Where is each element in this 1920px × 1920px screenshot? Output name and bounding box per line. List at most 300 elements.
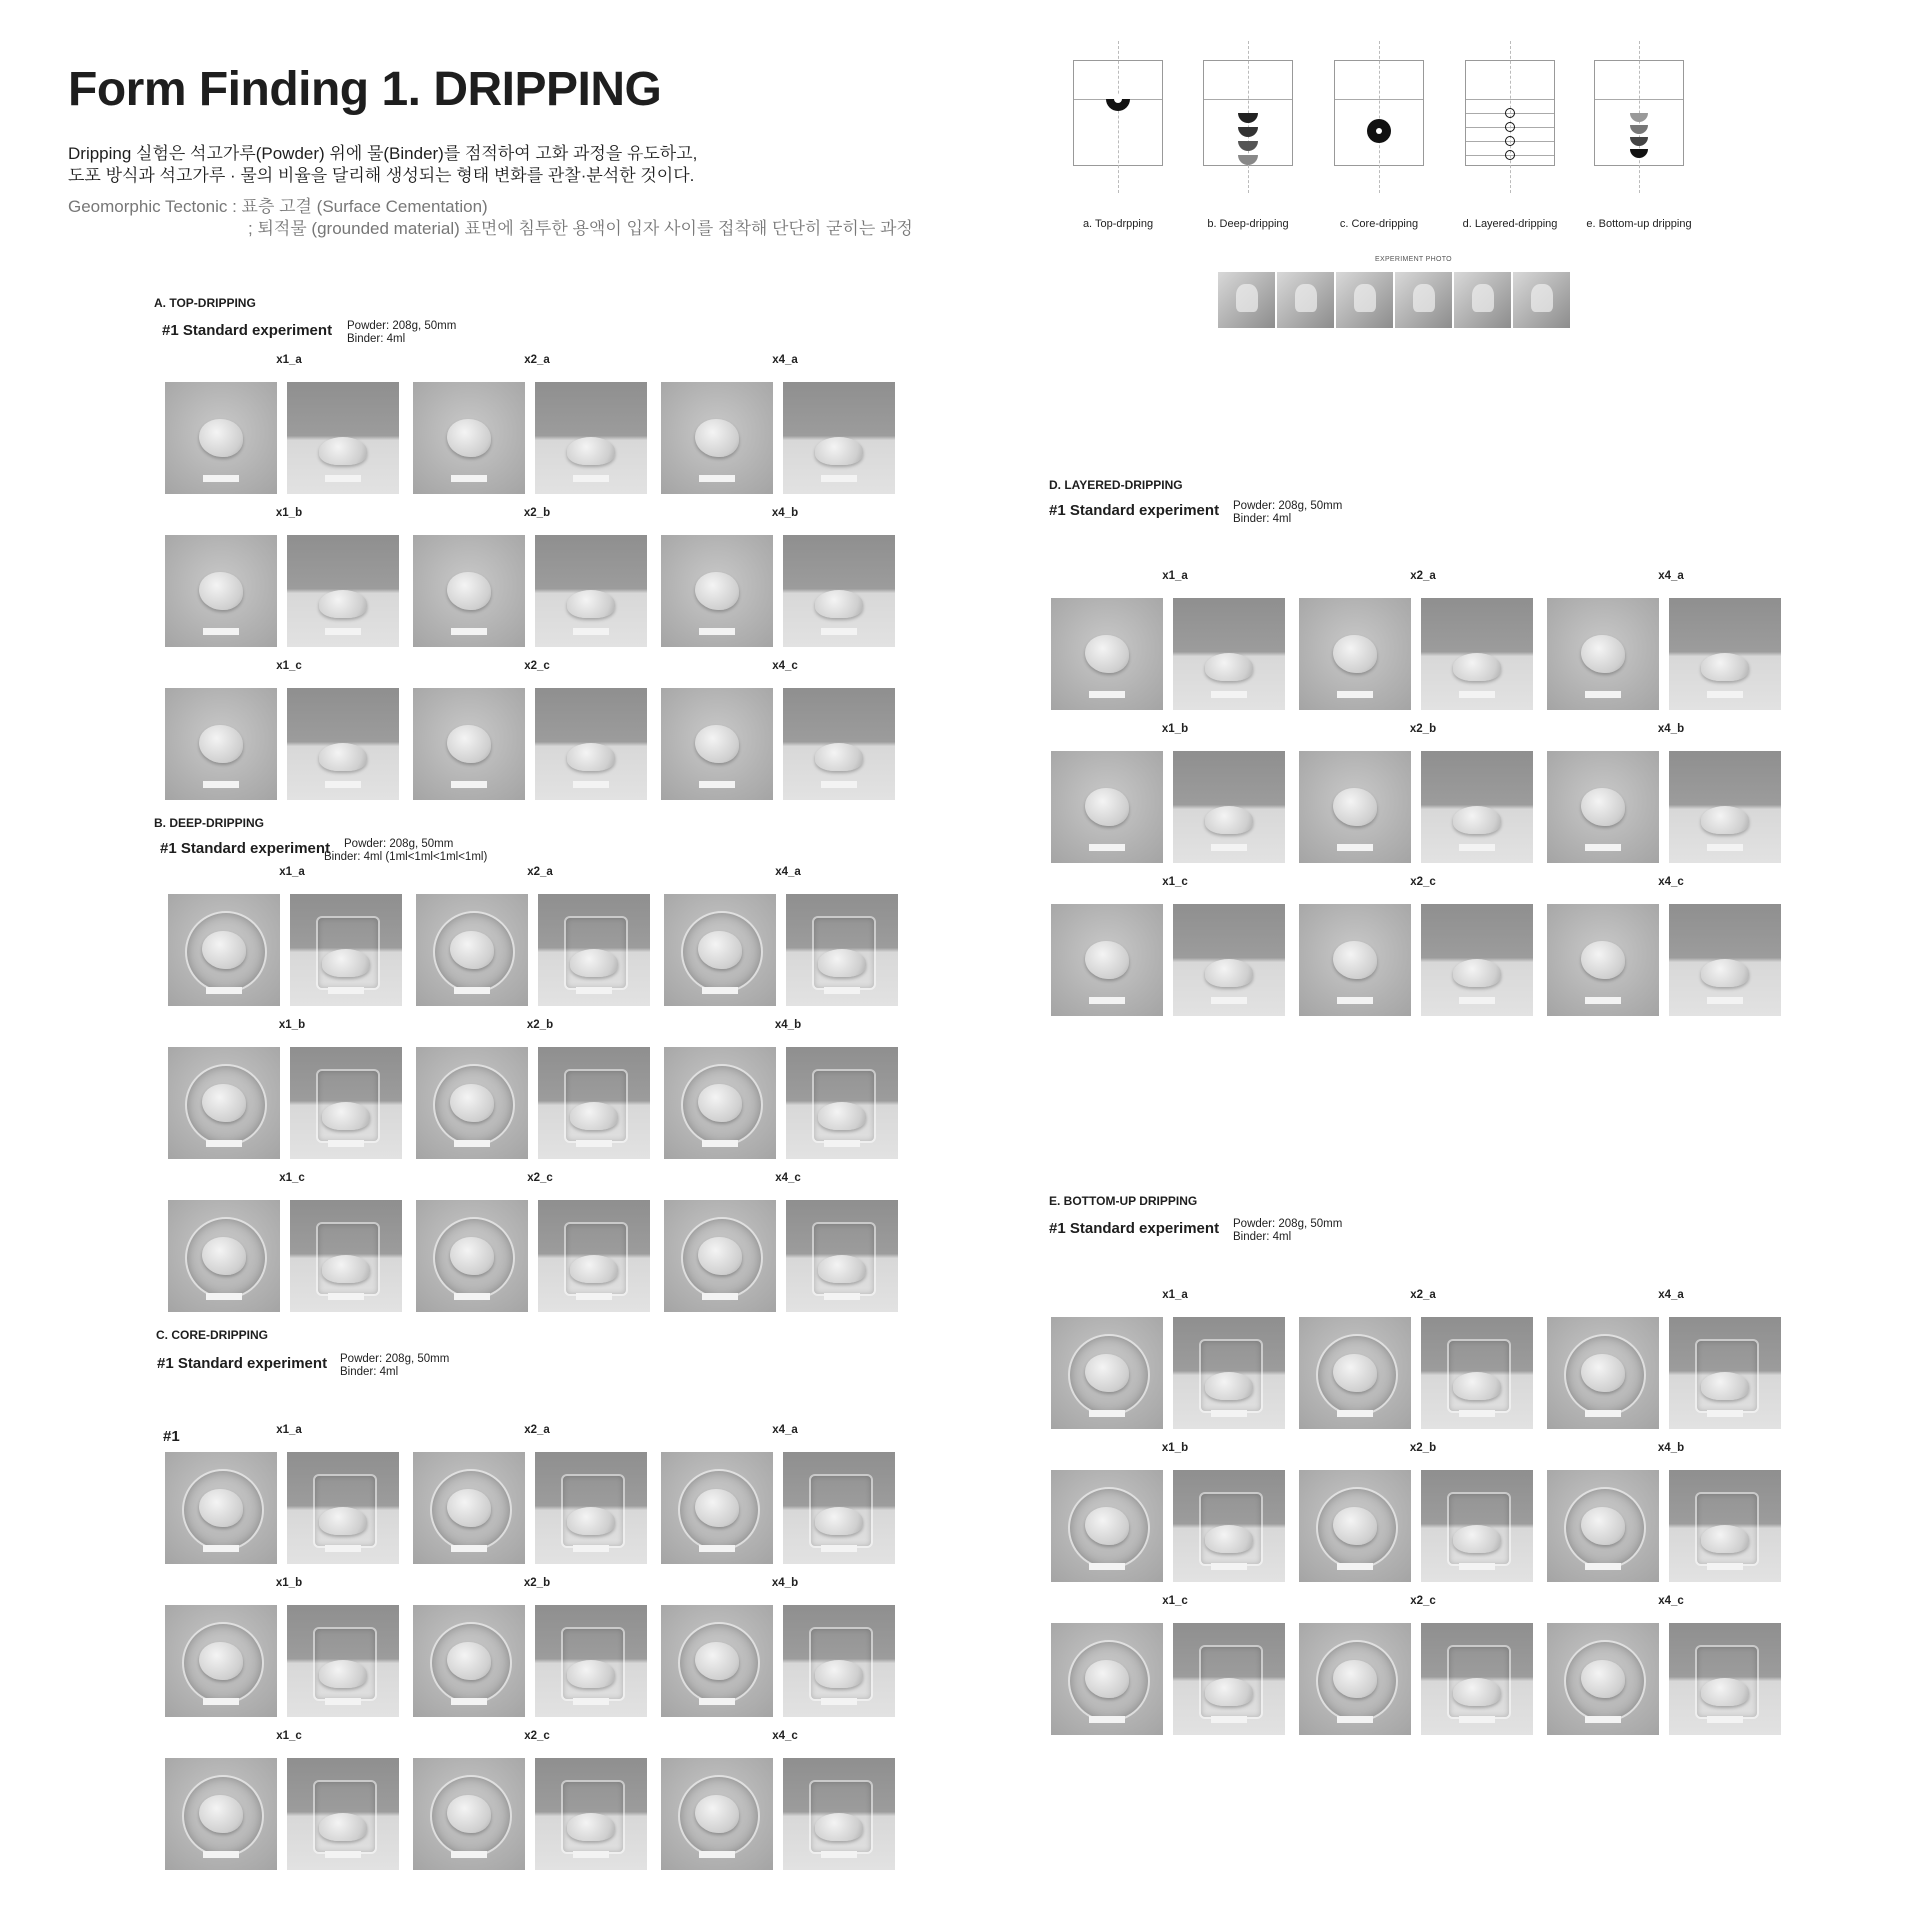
specimen-tag: [576, 1293, 612, 1300]
specimen-tag: [821, 1851, 857, 1858]
plaster-specimen: [567, 590, 615, 618]
sample-label: x1_a: [279, 866, 305, 878]
specimen-tag: [1459, 1410, 1495, 1417]
specimen-tag: [699, 628, 735, 635]
sample-label: x2_b: [1409, 1442, 1437, 1454]
top-view-photo: [416, 1200, 528, 1312]
sample-label: x4_a: [1658, 1289, 1684, 1301]
plaster-specimen: [1581, 635, 1625, 673]
side-view-photo: [290, 1047, 402, 1159]
side-view-photo: [1421, 1470, 1533, 1582]
plaster-specimen: [1453, 1678, 1501, 1706]
specimen-tag: [821, 475, 857, 482]
photo-row: [1051, 904, 1795, 1016]
plaster-specimen: [322, 1255, 370, 1283]
sample-label: x1_a: [1162, 1289, 1188, 1301]
plaster-specimen: [815, 1660, 863, 1688]
specimen-tag: [203, 1545, 239, 1552]
sample-label: x2_b: [523, 507, 551, 519]
sample-label: x1_c: [276, 1730, 302, 1742]
sample-label: x2_a: [524, 354, 550, 366]
plaster-specimen: [1701, 653, 1749, 681]
plaster-specimen: [1085, 635, 1129, 673]
plaster-specimen: [1701, 806, 1749, 834]
photo-pair: [1299, 751, 1537, 863]
photo-pair: [661, 382, 899, 494]
photo-pair: [1299, 1317, 1537, 1429]
specimen-tag: [203, 628, 239, 635]
sample-label: x2_a: [524, 1424, 550, 1436]
sample-label: x2_b: [526, 1019, 554, 1031]
specimen-tag: [1459, 1716, 1495, 1723]
plaster-specimen: [1333, 1507, 1377, 1545]
plaster-specimen: [1205, 806, 1253, 834]
sample-label: x1_b: [278, 1019, 306, 1031]
photo-pair: [1299, 1623, 1537, 1735]
top-view-photo: [1051, 598, 1163, 710]
plaster-specimen: [199, 1489, 243, 1527]
sample-label: x4_c: [772, 660, 798, 672]
plaster-specimen: [1333, 1354, 1377, 1392]
sample-label: x4_b: [1657, 1442, 1685, 1454]
plaster-specimen: [319, 1660, 367, 1688]
specimen-tag: [325, 1545, 361, 1552]
specimen-tag: [1459, 691, 1495, 698]
specimen-tag: [1211, 997, 1247, 1004]
side-view-photo: [535, 1758, 647, 1870]
section-d-title: D. LAYERED-DRIPPING: [1049, 478, 1183, 492]
experiment-photo: [1454, 272, 1511, 328]
side-view-photo: [287, 688, 399, 800]
photo-pair: [413, 382, 651, 494]
top-view-photo: [165, 382, 277, 494]
sample-label: x4_a: [772, 354, 798, 366]
specimen-tag: [1337, 1716, 1373, 1723]
top-view-photo: [165, 535, 277, 647]
top-view-photo: [416, 894, 528, 1006]
top-view-photo: [1547, 1470, 1659, 1582]
top-view-photo: [165, 688, 277, 800]
specimen-tag: [451, 475, 487, 482]
section-b-photo-grid: [168, 866, 912, 1325]
sample-label: x2_a: [1410, 570, 1436, 582]
plaster-specimen: [567, 743, 615, 771]
top-view-photo: [1547, 751, 1659, 863]
plaster-specimen: [815, 437, 863, 465]
photo-pair: [1051, 1317, 1289, 1429]
plaster-specimen: [567, 1813, 615, 1841]
side-view-photo: [1669, 904, 1781, 1016]
sample-label: x1_c: [279, 1172, 305, 1184]
side-view-photo: [786, 1047, 898, 1159]
photo-pair: [413, 1758, 651, 1870]
section-c-params: [340, 1353, 449, 1379]
top-view-photo: [413, 382, 525, 494]
plaster-specimen: [1205, 959, 1253, 987]
plaster-specimen: [695, 1489, 739, 1527]
plaster-specimen: [447, 1795, 491, 1833]
plaster-specimen: [319, 1507, 367, 1535]
top-view-photo: [1299, 598, 1411, 710]
specimen-tag: [699, 1851, 735, 1858]
specimen-tag: [1211, 1563, 1247, 1570]
section-e-powder: Powder: 208g, 50mm: [1233, 1218, 1343, 1230]
bottom-up-drip-symbol: [1595, 61, 1683, 165]
side-view-photo: [1173, 904, 1285, 1016]
photo-pair: [416, 1200, 654, 1312]
photo-row: [168, 1200, 912, 1312]
top-view-photo: [1051, 1470, 1163, 1582]
plaster-specimen: [1581, 788, 1625, 826]
sample-label-row: [165, 507, 909, 522]
photo-row: [1051, 598, 1795, 710]
photo-row: [165, 1452, 909, 1564]
top-view-photo: [1299, 1470, 1411, 1582]
photo-pair: [1051, 904, 1289, 1016]
specimen-tag: [1211, 691, 1247, 698]
photo-pair: [661, 1605, 899, 1717]
photo-pair: [413, 1452, 651, 1564]
section-c-photo-grid: [165, 1424, 909, 1883]
photo-pair: [165, 382, 403, 494]
specimen-tag: [821, 1545, 857, 1552]
photo-pair: [168, 1200, 406, 1312]
side-view-photo: [1421, 1317, 1533, 1429]
sample-label-row: [1051, 1595, 1795, 1610]
photo-pair: [1051, 751, 1289, 863]
intro-line-1: Dripping 실험은 석고가루(Powder) 위에 물(Binder)를 점적하여 고화 과정을 유도하고,: [68, 144, 698, 163]
plaster-specimen: [570, 1255, 618, 1283]
plaster-specimen: [447, 572, 491, 610]
specimen-tag: [1211, 844, 1247, 851]
specimen-tag: [325, 475, 361, 482]
sample-label: x2_c: [527, 1172, 553, 1184]
side-view-photo: [783, 688, 895, 800]
photo-pair: [661, 1452, 899, 1564]
sample-label: x4_c: [1658, 876, 1684, 888]
sample-label-row: [165, 1577, 909, 1592]
sample-label-row: [165, 354, 909, 369]
specimen-tag: [576, 987, 612, 994]
section-c-title: C. CORE-DRIPPING: [156, 1328, 269, 1342]
diagram-layered-dripping: [1462, 60, 1558, 230]
plaster-specimen: [570, 949, 618, 977]
diagram-deep-dripping: [1203, 60, 1295, 230]
photo-pair: [168, 894, 406, 1006]
photo-pair: [413, 1605, 651, 1717]
specimen-tag: [328, 1140, 364, 1147]
specimen-tag: [821, 781, 857, 788]
plaster-specimen: [1333, 788, 1377, 826]
sample-label: x4_b: [774, 1019, 802, 1031]
top-view-photo: [664, 894, 776, 1006]
section-c-powder: Powder: 208g, 50mm: [340, 1353, 450, 1365]
plaster-specimen: [567, 1507, 615, 1535]
experiment-photo: [1513, 272, 1570, 328]
specimen-tag: [1585, 691, 1621, 698]
experiment-photo: [1218, 272, 1275, 328]
photo-pair: [664, 1200, 902, 1312]
section-c-run-label: #1: [163, 1428, 180, 1445]
plaster-specimen: [199, 1795, 243, 1833]
plaster-specimen: [199, 725, 243, 763]
plaster-specimen: [447, 725, 491, 763]
specimen-tag: [699, 475, 735, 482]
specimen-tag: [203, 475, 239, 482]
specimen-tag: [821, 628, 857, 635]
side-view-photo: [1173, 1470, 1285, 1582]
specimen-tag: [454, 1293, 490, 1300]
photo-pair: [1547, 1470, 1785, 1582]
plaster-specimen: [567, 1660, 615, 1688]
geomorphic-definition: ; 퇴적물 (grounded material) 표면에 침투한 용액이 입자 사이를 접착해 단단히 굳히는 과정: [248, 219, 913, 238]
top-view-photo: [165, 1758, 277, 1870]
side-view-photo: [538, 894, 650, 1006]
specimen-tag: [1089, 997, 1125, 1004]
photo-row: [1051, 751, 1795, 863]
sample-label: x1_c: [276, 660, 302, 672]
specimen-tag: [325, 1698, 361, 1705]
sample-label-row: [165, 660, 909, 675]
sample-label: x2_c: [1410, 1595, 1436, 1607]
specimen-tag: [328, 987, 364, 994]
plaster-specimen: [322, 1102, 370, 1130]
sample-label-row: [1051, 1442, 1795, 1457]
side-view-photo: [1421, 904, 1533, 1016]
plaster-specimen: [570, 1102, 618, 1130]
plaster-specimen: [698, 931, 742, 969]
top-view-photo: [664, 1200, 776, 1312]
specimen-tag: [451, 1698, 487, 1705]
plaster-specimen: [1205, 653, 1253, 681]
side-view-photo: [783, 535, 895, 647]
side-view-photo: [786, 894, 898, 1006]
specimen-tag: [1337, 1410, 1373, 1417]
section-a-params: [347, 320, 456, 346]
section-d-powder: Powder: 208g, 50mm: [1233, 500, 1343, 512]
plaster-specimen: [1453, 1372, 1501, 1400]
photo-pair: [1051, 598, 1289, 710]
side-view-photo: [287, 382, 399, 494]
specimen-tag: [1089, 691, 1125, 698]
experiment-photo-caption: EXPERIMENT PHOTO: [1375, 256, 1452, 263]
specimen-tag: [1459, 997, 1495, 1004]
side-view-photo: [1669, 598, 1781, 710]
specimen-tag: [1459, 1563, 1495, 1570]
top-view-photo: [1299, 751, 1411, 863]
specimen-tag: [702, 1140, 738, 1147]
sample-label: x4_b: [1657, 723, 1685, 735]
top-view-photo: [413, 1452, 525, 1564]
plaster-specimen: [199, 1642, 243, 1680]
plaster-specimen: [1701, 1525, 1749, 1553]
side-view-photo: [287, 1452, 399, 1564]
sample-label: x1_b: [1161, 723, 1189, 735]
sample-label-row: [168, 866, 912, 881]
side-view-photo: [1173, 1623, 1285, 1735]
photo-pair: [165, 535, 403, 647]
sample-label-row: [168, 1172, 912, 1187]
photo-pair: [664, 894, 902, 1006]
specimen-tag: [821, 1698, 857, 1705]
top-view-photo: [1051, 751, 1163, 863]
side-view-photo: [1421, 598, 1533, 710]
section-a-photo-grid: [165, 354, 909, 813]
specimen-tag: [454, 987, 490, 994]
plaster-specimen: [695, 572, 739, 610]
side-view-photo: [535, 382, 647, 494]
specimen-tag: [1337, 997, 1373, 1004]
sample-label: x1_c: [1162, 1595, 1188, 1607]
section-b-powder: Powder: 208g, 50mm: [344, 838, 454, 850]
plaster-specimen: [1085, 1660, 1129, 1698]
specimen-tag: [206, 1293, 242, 1300]
side-view-photo: [1669, 751, 1781, 863]
section-a-binder: Binder: 4ml: [347, 333, 406, 345]
specimen-tag: [1211, 1410, 1247, 1417]
plaster-specimen: [202, 1084, 246, 1122]
specimen-tag: [1707, 1563, 1743, 1570]
top-view-photo: [661, 1452, 773, 1564]
photo-row: [168, 1047, 912, 1159]
specimen-tag: [573, 475, 609, 482]
plaster-specimen: [815, 1507, 863, 1535]
experiment-photo: [1395, 272, 1452, 328]
specimen-tag: [699, 1698, 735, 1705]
photo-pair: [661, 1758, 899, 1870]
specimen-tag: [1707, 1716, 1743, 1723]
top-view-photo: [1299, 904, 1411, 1016]
specimen-tag: [325, 1851, 361, 1858]
diagram-label-d: d. Layered-dripping: [1462, 218, 1558, 230]
sample-label: x2_b: [1409, 723, 1437, 735]
photo-pair: [664, 1047, 902, 1159]
specimen-tag: [573, 1851, 609, 1858]
photo-pair: [1547, 1623, 1785, 1735]
specimen-tag: [1211, 1716, 1247, 1723]
sample-label-row: [168, 1019, 912, 1034]
sample-label: x1_a: [276, 1424, 302, 1436]
specimen-tag: [576, 1140, 612, 1147]
diagram-label-e: e. Bottom-up dripping: [1586, 218, 1692, 230]
specimen-tag: [1707, 691, 1743, 698]
plaster-specimen: [815, 590, 863, 618]
top-view-photo: [1051, 1317, 1163, 1429]
side-view-photo: [287, 535, 399, 647]
specimen-tag: [824, 1140, 860, 1147]
top-drip-symbol: [1074, 61, 1162, 165]
specimen-tag: [1337, 844, 1373, 851]
section-b-binder: Binder: 4ml (1ml<1ml<1ml<1ml): [324, 851, 488, 863]
plaster-specimen: [450, 931, 494, 969]
section-e-binder: Binder: 4ml: [1233, 1231, 1292, 1243]
top-view-photo: [661, 382, 773, 494]
sample-label-row: [1051, 570, 1795, 585]
sample-label: x1_b: [275, 507, 303, 519]
plaster-specimen: [1333, 635, 1377, 673]
diagram-label-b: b. Deep-dripping: [1207, 218, 1289, 230]
plaster-specimen: [1205, 1678, 1253, 1706]
specimen-tag: [1459, 844, 1495, 851]
specimen-tag: [702, 987, 738, 994]
sample-label: x1_a: [276, 354, 302, 366]
specimen-tag: [1089, 1716, 1125, 1723]
plaster-specimen: [1085, 941, 1129, 979]
specimen-tag: [699, 1545, 735, 1552]
specimen-tag: [1337, 1563, 1373, 1570]
plaster-specimen: [199, 419, 243, 457]
plaster-specimen: [450, 1084, 494, 1122]
photo-row: [168, 894, 912, 1006]
top-view-photo: [165, 1452, 277, 1564]
side-view-photo: [783, 1605, 895, 1717]
photo-pair: [168, 1047, 406, 1159]
specimen-tag: [1089, 1410, 1125, 1417]
photo-pair: [413, 535, 651, 647]
section-b-title: B. DEEP-DRIPPING: [154, 816, 265, 830]
specimen-tag: [451, 1545, 487, 1552]
plaster-specimen: [1453, 653, 1501, 681]
side-view-photo: [535, 1605, 647, 1717]
section-a-experiment: #1 Standard experiment: [162, 322, 333, 339]
photo-row: [165, 382, 909, 494]
top-view-photo: [413, 1758, 525, 1870]
sample-label-row: [165, 1424, 909, 1439]
sample-label: x4_c: [1658, 1595, 1684, 1607]
specimen-tag: [702, 1293, 738, 1300]
section-c-experiment: #1 Standard experiment: [157, 1355, 328, 1372]
photo-pair: [1547, 904, 1785, 1016]
intro-text: [68, 143, 697, 187]
top-view-photo: [1051, 904, 1163, 1016]
plaster-specimen: [1701, 959, 1749, 987]
specimen-tag: [1337, 691, 1373, 698]
plaster-specimen: [202, 931, 246, 969]
sample-label: x4_a: [1658, 570, 1684, 582]
photo-row: [1051, 1623, 1795, 1735]
plaster-specimen: [319, 743, 367, 771]
plaster-specimen: [695, 1795, 739, 1833]
plaster-specimen: [1701, 1372, 1749, 1400]
layered-drip-symbol: [1466, 61, 1554, 165]
specimen-tag: [824, 987, 860, 994]
section-d-params: [1233, 500, 1342, 526]
section-e-experiment: #1 Standard experiment: [1049, 1220, 1220, 1237]
plaster-specimen: [447, 1489, 491, 1527]
side-view-photo: [1669, 1317, 1781, 1429]
top-view-photo: [165, 1605, 277, 1717]
top-view-photo: [1547, 904, 1659, 1016]
plaster-specimen: [818, 949, 866, 977]
sample-label: x2_c: [524, 1730, 550, 1742]
plaster-specimen: [1453, 806, 1501, 834]
top-view-photo: [413, 1605, 525, 1717]
specimen-tag: [1707, 844, 1743, 851]
plaster-specimen: [1205, 1372, 1253, 1400]
side-view-photo: [535, 1452, 647, 1564]
photo-pair: [413, 688, 651, 800]
photo-pair: [1299, 904, 1537, 1016]
section-b-experiment: #1 Standard experiment: [160, 840, 331, 857]
photo-pair: [661, 688, 899, 800]
specimen-tag: [203, 1698, 239, 1705]
side-view-photo: [535, 688, 647, 800]
experiment-photo-strip: [1218, 272, 1570, 328]
specimen-tag: [325, 781, 361, 788]
side-view-photo: [290, 1200, 402, 1312]
specimen-tag: [451, 781, 487, 788]
section-e-photo-grid: [1051, 1289, 1795, 1748]
